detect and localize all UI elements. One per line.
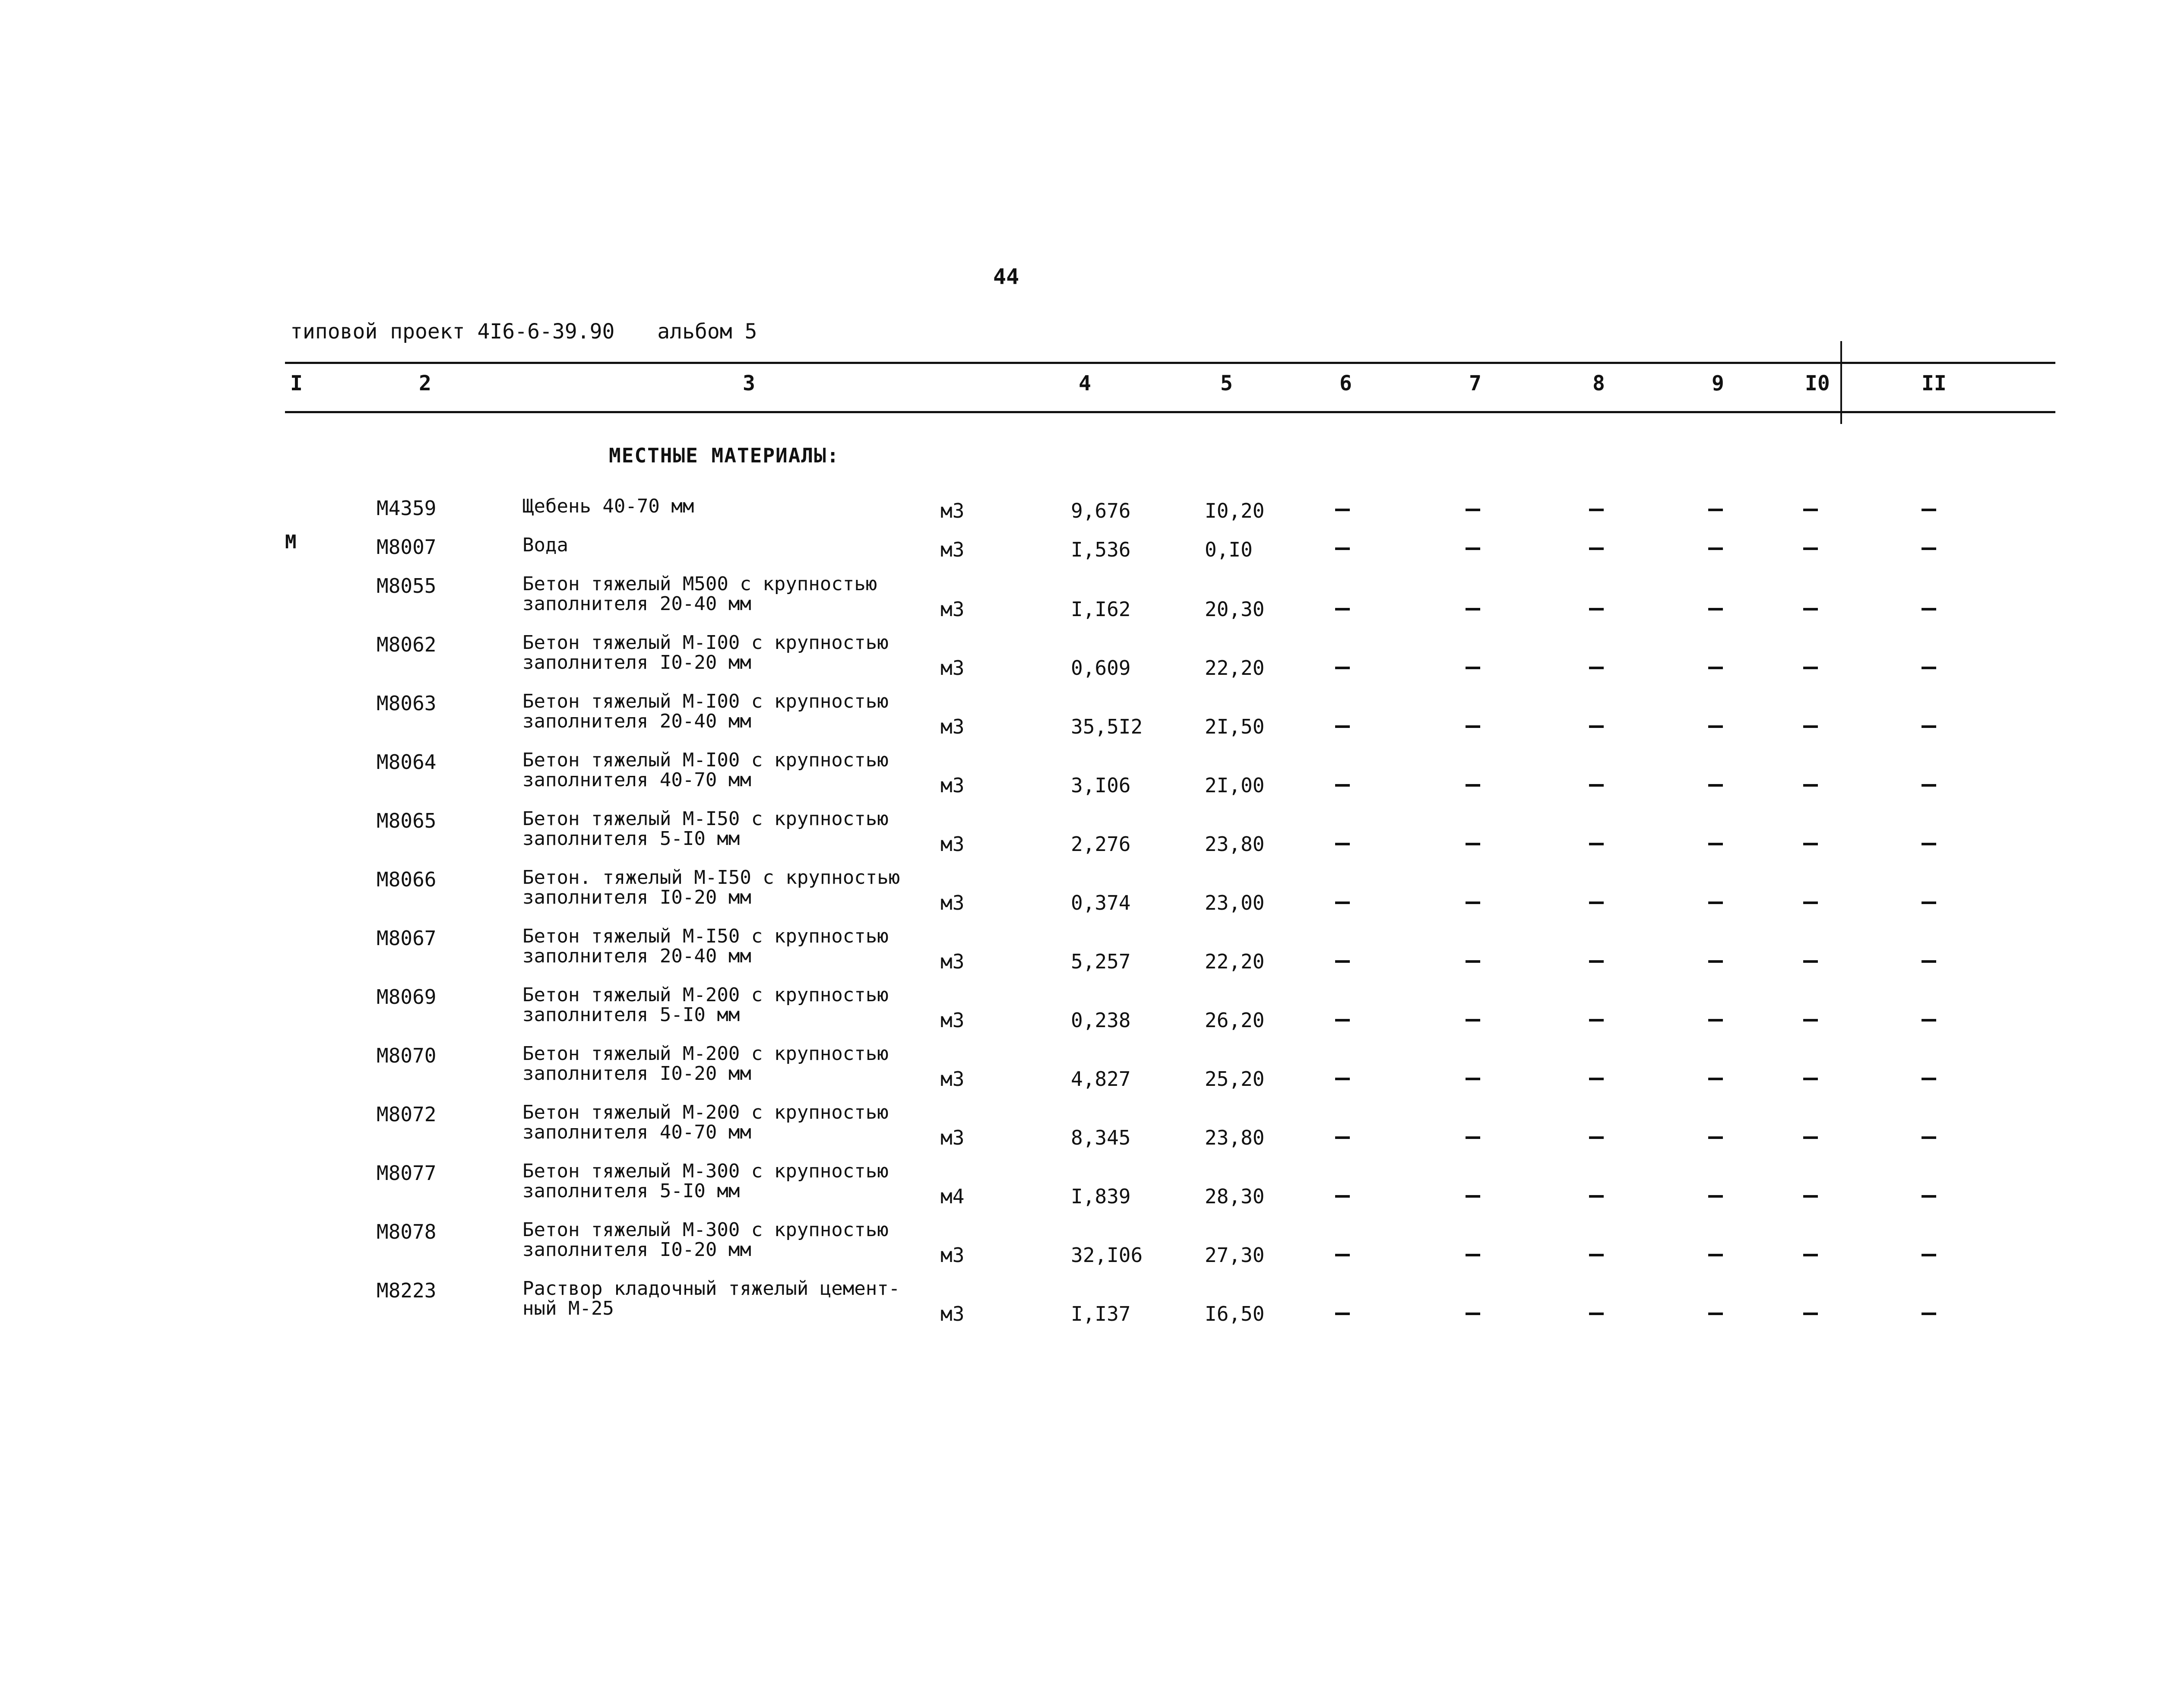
column-header-10: I0 bbox=[1805, 371, 1830, 395]
material-code: М8064 bbox=[377, 750, 437, 774]
material-code: М8055 bbox=[377, 574, 437, 598]
quantity-value: 3,I06 bbox=[1071, 774, 1131, 797]
unit: м3 bbox=[940, 1009, 965, 1032]
material-name bbox=[522, 692, 889, 731]
material-code: М8078 bbox=[377, 1220, 437, 1243]
table-row bbox=[0, 1220, 2159, 1276]
column-header-4: 4 bbox=[1079, 371, 1091, 395]
empty-cell-dash bbox=[1922, 901, 1936, 904]
table-row bbox=[0, 750, 2159, 807]
empty-cell-dash bbox=[1466, 1195, 1480, 1198]
quantity-value: 0,374 bbox=[1071, 891, 1131, 914]
material-code: М4359 bbox=[377, 497, 437, 520]
material-name-line-1: Бетон тяжелый М-I50 с крупностью bbox=[522, 925, 889, 947]
empty-cell-dash bbox=[1589, 1019, 1604, 1022]
quantity-value: I,536 bbox=[1071, 538, 1131, 561]
empty-cell-dash bbox=[1803, 1078, 1818, 1080]
unit: м3 bbox=[940, 598, 965, 621]
material-name-line-1: Раствор кладочный тяжелый цемент- bbox=[522, 1278, 900, 1300]
empty-cell-dash bbox=[1466, 667, 1480, 669]
price-value: I0,20 bbox=[1205, 499, 1265, 522]
table-row bbox=[0, 927, 2159, 983]
price-value: 20,30 bbox=[1205, 598, 1265, 621]
empty-cell-dash bbox=[1589, 1313, 1604, 1315]
empty-cell-dash bbox=[1803, 901, 1818, 904]
empty-cell-dash bbox=[1589, 1078, 1604, 1080]
empty-cell-dash bbox=[1335, 1254, 1350, 1256]
page-number: 44 bbox=[993, 264, 1019, 289]
material-name-line-2: заполнителя I0-20 мм bbox=[522, 652, 751, 674]
empty-cell-dash bbox=[1803, 725, 1818, 728]
table-row bbox=[0, 692, 2159, 748]
empty-cell-dash bbox=[1466, 784, 1480, 787]
empty-cell-dash bbox=[1708, 1136, 1723, 1139]
material-name-line-2: заполнителя I0-20 мм bbox=[522, 1063, 751, 1085]
unit: м3 bbox=[940, 950, 965, 973]
material-name-line-2: заполнителя 20-40 мм bbox=[522, 945, 751, 967]
quantity-value: I,I37 bbox=[1071, 1302, 1131, 1325]
empty-cell-dash bbox=[1803, 1313, 1818, 1315]
unit: м3 bbox=[940, 774, 965, 797]
empty-cell-dash bbox=[1466, 1078, 1480, 1080]
unit: м3 bbox=[940, 538, 965, 561]
empty-cell-dash bbox=[1708, 1019, 1723, 1022]
table-row bbox=[0, 1103, 2159, 1159]
empty-cell-dash bbox=[1335, 1313, 1350, 1315]
price-value: 28,30 bbox=[1205, 1185, 1265, 1208]
empty-cell-dash bbox=[1708, 667, 1723, 669]
material-code: М8072 bbox=[377, 1103, 437, 1126]
empty-cell-dash bbox=[1922, 843, 1936, 845]
material-code: М8062 bbox=[377, 633, 437, 656]
material-name-line-1: Бетон тяжелый М-200 с крупностью bbox=[522, 1101, 889, 1123]
column-header-8: 8 bbox=[1592, 371, 1605, 395]
quantity-value: 4,827 bbox=[1071, 1067, 1131, 1091]
empty-cell-dash bbox=[1466, 725, 1480, 728]
empty-cell-dash bbox=[1589, 509, 1604, 511]
empty-cell-dash bbox=[1466, 547, 1480, 550]
empty-cell-dash bbox=[1922, 1136, 1936, 1139]
column-header-9: 9 bbox=[1712, 371, 1724, 395]
material-code: М8066 bbox=[377, 868, 437, 891]
material-code: М8067 bbox=[377, 927, 437, 950]
material-name-line-1: Бетон тяжелый М500 с крупностью bbox=[522, 573, 877, 595]
empty-cell-dash bbox=[1922, 608, 1936, 610]
empty-cell-dash bbox=[1803, 1019, 1818, 1022]
table-rule-top bbox=[285, 362, 2055, 364]
section-title: МЕСТНЫЕ МАТЕРИАЛЫ: bbox=[609, 444, 840, 467]
empty-cell-dash bbox=[1335, 1136, 1350, 1139]
material-name-line-1: Бетон тяжелый М-I00 с крупностью bbox=[522, 632, 889, 654]
material-name-line-1: Бетон тяжелый М-300 с крупностью bbox=[522, 1160, 889, 1182]
empty-cell-dash bbox=[1335, 1195, 1350, 1198]
empty-cell-dash bbox=[1922, 960, 1936, 963]
column-header-11: II bbox=[1922, 371, 1947, 395]
material-name-line-2: заполнителя 5-I0 мм bbox=[522, 1004, 740, 1026]
empty-cell-dash bbox=[1803, 608, 1818, 610]
empty-cell-dash bbox=[1589, 1136, 1604, 1139]
quantity-value: 32,I06 bbox=[1071, 1243, 1143, 1267]
unit: м3 bbox=[940, 1243, 965, 1267]
empty-cell-dash bbox=[1708, 1195, 1723, 1198]
material-code: М8077 bbox=[377, 1161, 437, 1185]
table-row bbox=[0, 1161, 2159, 1218]
empty-cell-dash bbox=[1466, 509, 1480, 511]
unit: м3 bbox=[940, 1302, 965, 1325]
document-header bbox=[290, 319, 787, 344]
unit: м3 bbox=[940, 715, 965, 738]
unit: м3 bbox=[940, 1126, 965, 1149]
empty-cell-dash bbox=[1589, 1195, 1604, 1198]
empty-cell-dash bbox=[1708, 1254, 1723, 1256]
empty-cell-dash bbox=[1466, 1313, 1480, 1315]
empty-cell-dash bbox=[1335, 960, 1350, 963]
material-name-line-2: заполнителя 20-40 мм bbox=[522, 710, 751, 732]
material-name-line-2: заполнителя 40-70 мм bbox=[522, 1121, 751, 1143]
unit: м3 bbox=[940, 656, 965, 680]
column-header-3: 3 bbox=[743, 371, 755, 395]
material-name-line-2: заполнителя I0-20 мм bbox=[522, 886, 751, 908]
table-row bbox=[0, 809, 2159, 865]
empty-cell-dash bbox=[1803, 1254, 1818, 1256]
price-value: 2I,50 bbox=[1205, 715, 1265, 738]
price-value: 0,I0 bbox=[1205, 538, 1253, 561]
empty-cell-dash bbox=[1922, 1019, 1936, 1022]
quantity-value: 5,257 bbox=[1071, 950, 1131, 973]
material-code: М8069 bbox=[377, 985, 437, 1009]
empty-cell-dash bbox=[1589, 667, 1604, 669]
empty-cell-dash bbox=[1708, 608, 1723, 610]
empty-cell-dash bbox=[1922, 784, 1936, 787]
table-row bbox=[0, 1044, 2159, 1100]
unit: м3 bbox=[940, 1067, 965, 1091]
material-name bbox=[522, 809, 889, 849]
material-name-line-1: Щебень 40-70 мм bbox=[522, 495, 694, 517]
material-name bbox=[522, 750, 889, 790]
material-name-line-2: ный М-25 bbox=[522, 1297, 614, 1319]
material-code: М8007 bbox=[377, 535, 437, 559]
table-row bbox=[0, 574, 2159, 630]
empty-cell-dash bbox=[1335, 784, 1350, 787]
price-value: 23,00 bbox=[1205, 891, 1265, 914]
quantity-value: 9,676 bbox=[1071, 499, 1131, 522]
empty-cell-dash bbox=[1803, 547, 1818, 550]
material-name-line-2: заполнителя 5-I0 мм bbox=[522, 1180, 740, 1202]
empty-cell-dash bbox=[1803, 1195, 1818, 1198]
material-name-line-1: Бетон тяжелый М-I50 с крупностью bbox=[522, 808, 889, 830]
empty-cell-dash bbox=[1803, 843, 1818, 845]
album-label: альбом 5 bbox=[657, 319, 757, 344]
empty-cell-dash bbox=[1589, 960, 1604, 963]
table-rule-bottom bbox=[285, 411, 2055, 413]
material-name bbox=[522, 1220, 889, 1260]
empty-cell-dash bbox=[1335, 547, 1350, 550]
empty-cell-dash bbox=[1589, 1254, 1604, 1256]
empty-cell-dash bbox=[1466, 843, 1480, 845]
empty-cell-dash bbox=[1335, 725, 1350, 728]
material-name bbox=[522, 1161, 889, 1201]
empty-cell-dash bbox=[1803, 960, 1818, 963]
empty-cell-dash bbox=[1708, 547, 1723, 550]
material-name bbox=[522, 985, 889, 1025]
empty-cell-dash bbox=[1922, 725, 1936, 728]
empty-cell-dash bbox=[1335, 1019, 1350, 1022]
project-label: типовой проект 4I6-6-39.90 bbox=[290, 319, 615, 344]
material-name-line-2: заполнителя 40-70 мм bbox=[522, 769, 751, 791]
material-name-line-2: заполнителя 20-40 мм bbox=[522, 593, 751, 615]
price-value: 27,30 bbox=[1205, 1243, 1265, 1267]
material-name-line-1: Вода bbox=[522, 534, 568, 556]
material-name-line-1: Бетон тяжелый М-300 с крупностью bbox=[522, 1219, 889, 1241]
quantity-value: 8,345 bbox=[1071, 1126, 1131, 1149]
empty-cell-dash bbox=[1589, 725, 1604, 728]
unit: м4 bbox=[940, 1185, 965, 1208]
empty-cell-dash bbox=[1708, 1078, 1723, 1080]
material-name-line-1: Бетон тяжелый М-200 с крупностью bbox=[522, 1043, 889, 1065]
price-value: 2I,00 bbox=[1205, 774, 1265, 797]
empty-cell-dash bbox=[1335, 667, 1350, 669]
table-row bbox=[0, 868, 2159, 924]
empty-cell-dash bbox=[1803, 509, 1818, 511]
price-value: 22,20 bbox=[1205, 656, 1265, 680]
side-mark: М bbox=[285, 531, 297, 553]
empty-cell-dash bbox=[1708, 509, 1723, 511]
material-name bbox=[522, 633, 889, 673]
column-header-5: 5 bbox=[1220, 371, 1233, 395]
material-name bbox=[522, 1044, 889, 1084]
empty-cell-dash bbox=[1466, 1019, 1480, 1022]
material-name bbox=[522, 1103, 889, 1142]
price-value: I6,50 bbox=[1205, 1302, 1265, 1325]
empty-cell-dash bbox=[1335, 608, 1350, 610]
empty-cell-dash bbox=[1803, 667, 1818, 669]
empty-cell-dash bbox=[1803, 784, 1818, 787]
empty-cell-dash bbox=[1466, 901, 1480, 904]
empty-cell-dash bbox=[1589, 784, 1604, 787]
table-row bbox=[0, 1279, 2159, 1335]
empty-cell-dash bbox=[1466, 1136, 1480, 1139]
material-name bbox=[522, 1279, 900, 1319]
empty-cell-dash bbox=[1708, 843, 1723, 845]
empty-cell-dash bbox=[1335, 843, 1350, 845]
empty-cell-dash bbox=[1466, 608, 1480, 610]
empty-cell-dash bbox=[1922, 1078, 1936, 1080]
material-code: М8223 bbox=[377, 1279, 437, 1302]
table-column-divider bbox=[1840, 341, 1842, 424]
material-name-line-1: Бетон. тяжелый М-I50 с крупностью bbox=[522, 867, 900, 889]
empty-cell-dash bbox=[1708, 725, 1723, 728]
quantity-value: I,839 bbox=[1071, 1185, 1131, 1208]
quantity-value: 35,5I2 bbox=[1071, 715, 1143, 738]
material-name bbox=[522, 535, 568, 555]
material-name bbox=[522, 868, 900, 908]
column-header-1: I bbox=[290, 371, 303, 395]
quantity-value: 2,276 bbox=[1071, 832, 1131, 856]
material-code: М8070 bbox=[377, 1044, 437, 1067]
column-header-2: 2 bbox=[419, 371, 431, 395]
material-name-line-1: Бетон тяжелый М-I00 с крупностью bbox=[522, 749, 889, 771]
material-name-line-2: заполнителя 5-I0 мм bbox=[522, 828, 740, 850]
empty-cell-dash bbox=[1589, 901, 1604, 904]
unit: м3 bbox=[940, 499, 965, 522]
empty-cell-dash bbox=[1589, 547, 1604, 550]
material-name-line-1: Бетон тяжелый М-200 с крупностью bbox=[522, 984, 889, 1006]
material-name bbox=[522, 497, 694, 516]
quantity-value: I,I62 bbox=[1071, 598, 1131, 621]
empty-cell-dash bbox=[1335, 1078, 1350, 1080]
material-code: М8065 bbox=[377, 809, 437, 832]
empty-cell-dash bbox=[1922, 547, 1936, 550]
unit: м3 bbox=[940, 832, 965, 856]
empty-cell-dash bbox=[1466, 1254, 1480, 1256]
empty-cell-dash bbox=[1589, 843, 1604, 845]
price-value: 22,20 bbox=[1205, 950, 1265, 973]
quantity-value: 0,238 bbox=[1071, 1009, 1131, 1032]
material-name-line-1: Бетон тяжелый М-I00 с крупностью bbox=[522, 690, 889, 712]
price-value: 26,20 bbox=[1205, 1009, 1265, 1032]
unit: м3 bbox=[940, 891, 965, 914]
empty-cell-dash bbox=[1803, 1136, 1818, 1139]
empty-cell-dash bbox=[1708, 1313, 1723, 1315]
empty-cell-dash bbox=[1466, 960, 1480, 963]
table-row bbox=[0, 985, 2159, 1041]
empty-cell-dash bbox=[1922, 667, 1936, 669]
price-value: 23,80 bbox=[1205, 1126, 1265, 1149]
empty-cell-dash bbox=[1708, 901, 1723, 904]
empty-cell-dash bbox=[1708, 784, 1723, 787]
empty-cell-dash bbox=[1335, 901, 1350, 904]
price-value: 25,20 bbox=[1205, 1067, 1265, 1091]
empty-cell-dash bbox=[1922, 509, 1936, 511]
empty-cell-dash bbox=[1335, 509, 1350, 511]
column-header-7: 7 bbox=[1469, 371, 1482, 395]
material-name bbox=[522, 574, 877, 614]
empty-cell-dash bbox=[1922, 1254, 1936, 1256]
empty-cell-dash bbox=[1708, 960, 1723, 963]
material-code: М8063 bbox=[377, 692, 437, 715]
price-value: 23,80 bbox=[1205, 832, 1265, 856]
material-name-line-2: заполнителя I0-20 мм bbox=[522, 1239, 751, 1261]
quantity-value: 0,609 bbox=[1071, 656, 1131, 680]
column-header-6: 6 bbox=[1339, 371, 1352, 395]
empty-cell-dash bbox=[1922, 1195, 1936, 1198]
empty-cell-dash bbox=[1589, 608, 1604, 610]
table-row bbox=[0, 633, 2159, 689]
material-name bbox=[522, 927, 889, 966]
empty-cell-dash bbox=[1922, 1313, 1936, 1315]
